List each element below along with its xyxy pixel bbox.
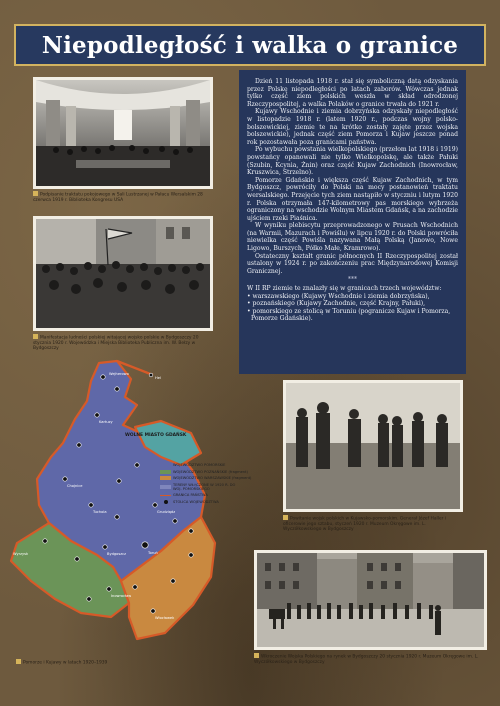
map-town-label-kartuzy: Kartuzy: [99, 420, 113, 424]
map-legend: [160, 463, 252, 506]
legend-swatch: [160, 485, 171, 489]
legend-label: GRANICA PAŃSTWA: [173, 493, 208, 498]
map-town-label-hel: Hel: [155, 376, 161, 380]
legend-row-1920: [160, 483, 246, 491]
legend-label: WOJEWÓDZTWO POMORSKIE: [173, 463, 226, 467]
map-town-label-chojnice: Chojnice: [67, 484, 83, 488]
paragraph: Po wybuchu powstania wielkopolskiego (przełom lat 1918 i 1919) powstańcy opanowali nie tylko Wielkopolskę, ale także Pałuki (Szubin, Kcynia, Żnin) oraz część Kujaw Zachodnich (Inowrocław, Kruszwica, Strzelno).: [247, 146, 458, 177]
legend-label: STOLICA WOJEWÓDZTWA: [173, 499, 219, 504]
caption-photo2-text: Manifestacja ludności polskiej witającej wojsko polskie w Bydgoszczy 20 stycznia 1920 r. Wojewódzka i Miejska Biblioteka Publiczna im. W. Bełzy w Bydgoszczy: [33, 335, 199, 350]
caption-photo2: [33, 334, 213, 350]
map-town-label-bydgoszcz: Bydgoszcz: [107, 552, 126, 556]
caption-photo4-text: Wkroczenie Wojska Polskiego na rynek w Bydgoszczy 20 stycznia 1920 r. Muzeum Okręgowe im. L. Wyczółkowskiego w Bydgoszczy: [254, 654, 479, 665]
map-town-label-inowroclaw: Inowrocław: [111, 594, 132, 598]
list-item: • warszawskiego (Kujawy Wschodnie i ziemia dobrzyńska),: [247, 292, 430, 300]
paragraph: Pomorze Gdańskie i większa część Kujaw Zachodnich, w tym Bydgoszcz, powróciły do Polski na mocy postanowień traktatu wersalskiego. Przejęcie tych ziem nastąpiło w styczniu i lutym 1920 r. Polska otrzymała 147-kilometrowy pas morskiego wybrzeża ograniczony na wschodzie Wolnym Miastem Gdańsk, a na zachodzie ujściem rzeki Piaśnica.: [247, 176, 458, 222]
list-item: • pomorskiego ze stolicą w Toruniu (pogranicze Kujaw i Pomorza, Pomorze Gdańskie).: [247, 307, 451, 323]
photo-market-image: [257, 553, 484, 647]
photo-crowd: [33, 216, 213, 331]
legend-row-capital: [160, 500, 246, 504]
photo-officers-image: [286, 383, 460, 509]
map-town-label-wyrzysk: Wyrzysk: [13, 552, 29, 556]
photo-market-square: [254, 550, 487, 650]
title-bar: [14, 24, 486, 66]
paragraph: Ostateczny kształt granic północnych II Rzeczypospolitej został ustalony w 1924 r. po zakończeniu prac Międzynarodowej Komisji Granicznej.: [247, 252, 458, 275]
photo-versailles-image: [36, 80, 210, 186]
map-town-label-grudziadz: Grudziądz: [157, 510, 176, 514]
legend-label: WOJEWÓDZTWO WARSZAWSKIE (fragment): [173, 476, 252, 480]
legend-label: TERENY WŁĄCZONE W 1920 R. DO WOJ. POMORSKIEGO: [173, 482, 236, 491]
page-title: Niepodległość i walka o granice: [41, 31, 459, 59]
map-town-label-wloclawek: Włocławek: [155, 616, 175, 620]
legend-row-poznanskie: [160, 470, 246, 474]
map-town-label-tuchola: Tuchola: [93, 510, 107, 514]
legend-row-border: [160, 493, 246, 497]
legend-swatch: [160, 500, 171, 504]
map-town-label-torun: Toruń: [148, 551, 158, 555]
paragraph: W wyniku plebiscytu przeprowadzonego w Prusach Wschodnich (na Warmii, Mazurach i Powiślu) w lipcu 1920 r. do Polski powróciła niewielka część Powiśla nazywana Małą Polską (Janowo, Nowe Ligowo, Burszych, Półko Małe, Kramrowo).: [247, 222, 458, 253]
paragraph: Kujawy Wschodnie i ziemia dobrzyńska odzyskały niepodległość w listopadzie 1918 r. (latem 1920 r., podczas wojny polsko-bolszewickiej, ziemie te na krótko zostały zajęte przez wojska bolszewickie), jednak część ziem Pomorza i Kujaw jeszcze ponad rok pozostawała poza granicami państwa.: [247, 108, 458, 146]
caption-photo1-text: Podpisanie traktatu pokojowego w Sali Lustrzanej w Pałacu Wersalskim 28 czerwca 1919 r. Biblioteka Kongresu USA: [33, 192, 203, 202]
legend-swatch: [160, 470, 171, 474]
legend-row-warszawskie: [160, 476, 252, 480]
caption-map: [16, 659, 216, 666]
photo-crowd-image: [36, 219, 210, 328]
legend-swatch: [160, 476, 171, 480]
voivodeships-intro: W II RP ziemie te znalazły się w granicach trzech województw:: [247, 285, 442, 293]
caption-photo4: [254, 653, 490, 665]
voivodeships-list: [247, 293, 458, 323]
caption-photo3-text: Powitanie wojsk polskich w Kujawsko-pomorskim. Generał Józef Haller i oficerowie jego sztabu, styczeń 1920 r. Muzeum Okręgowe im. L. Wyczółkowskiego w Bydgoszczy: [283, 516, 447, 532]
list-item: • poznańskiego (Kujawy Zachodnie, część Krajny, Pałuki),: [247, 300, 426, 308]
legend-row-pomorskie: [160, 463, 246, 467]
caption-photo1: [33, 191, 213, 202]
history-text-panel: [239, 70, 466, 374]
paragraph: Dzień 11 listopada 1918 r. stał się symboliczną datą odzyskania przez Polskę niepodległości po latach zaborów. Wówczas jednak tylko część ziem polskich weszła w skład odrodzonej Rzeczypospolitej, a walka Polaków o granice trwała do 1921 r.: [247, 78, 458, 108]
legend-swatch: [160, 495, 171, 497]
separator: ***: [347, 276, 358, 284]
map-town-label-wejherowo: Wejherowo: [109, 372, 129, 376]
caption-photo3: [283, 515, 465, 532]
legend-label: WOJEWÓDZTWO POZNAŃSKIE (fragment): [173, 469, 248, 474]
map-gdansk-label: WOLNE MIASTO GDAŃSK: [125, 433, 187, 438]
caption-map-text: Pomorze i Kujawy w latach 1920–1939: [23, 660, 108, 666]
legend-swatch: [160, 463, 171, 467]
photo-officers: [283, 380, 463, 512]
photo-versailles: [33, 77, 213, 189]
